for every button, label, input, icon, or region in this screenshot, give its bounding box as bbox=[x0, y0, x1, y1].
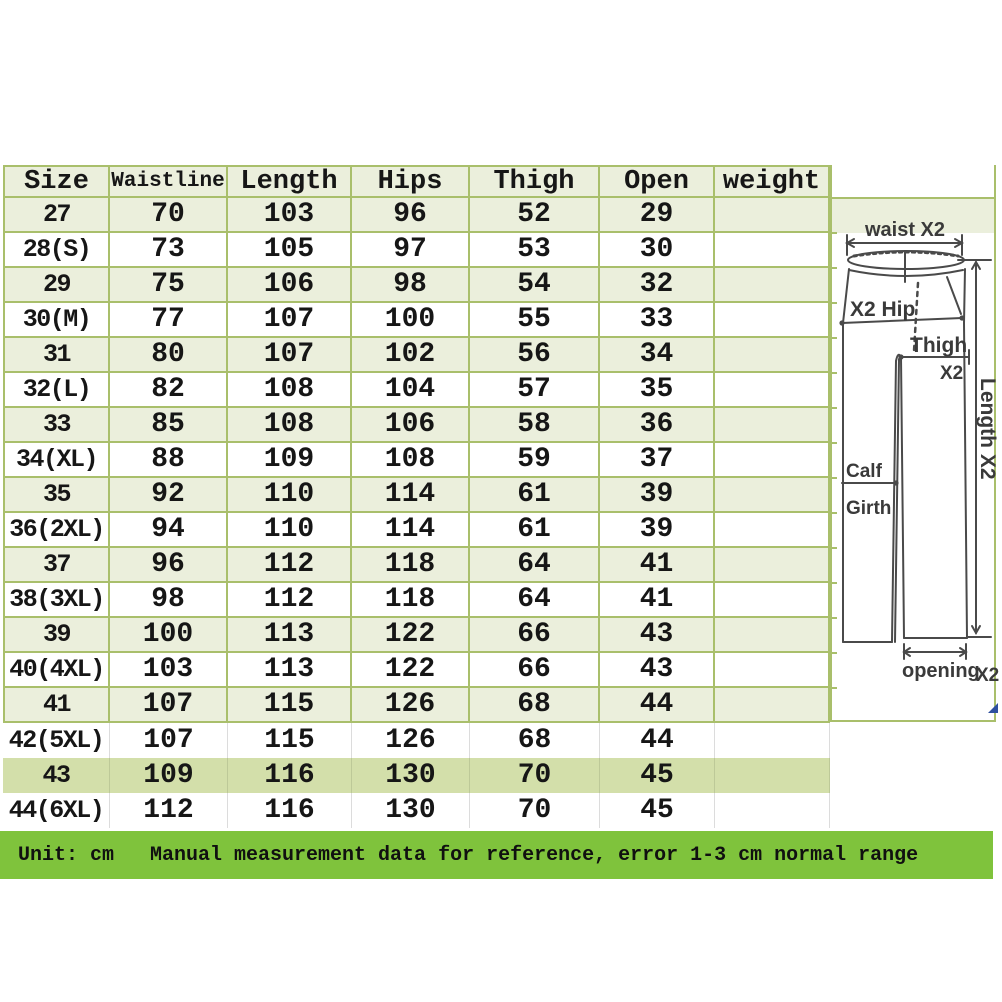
table-cell bbox=[715, 793, 830, 828]
table-cell: 30(M) bbox=[3, 303, 110, 338]
table-cell: 70 bbox=[470, 758, 600, 793]
table-cell: 70 bbox=[470, 793, 600, 828]
table-cell: 82 bbox=[110, 373, 228, 408]
table-cell: 96 bbox=[352, 198, 470, 233]
table-cell: 112 bbox=[228, 583, 352, 618]
col-header-open: Open bbox=[600, 165, 715, 198]
table-cell: 92 bbox=[110, 478, 228, 513]
table-cell: 126 bbox=[352, 688, 470, 723]
table-cell: 116 bbox=[228, 758, 352, 793]
table-cell: 43 bbox=[600, 653, 715, 688]
table-cell bbox=[715, 758, 830, 793]
table-cell: 32(L) bbox=[3, 373, 110, 408]
table-cell bbox=[715, 478, 830, 513]
table-cell: 107 bbox=[110, 688, 228, 723]
table-cell: 66 bbox=[470, 618, 600, 653]
cell-handle-icon bbox=[988, 703, 998, 713]
table-cell bbox=[715, 583, 830, 618]
table-cell: 57 bbox=[470, 373, 600, 408]
table-cell: 100 bbox=[110, 618, 228, 653]
table-cell: 103 bbox=[228, 198, 352, 233]
table-cell: 41 bbox=[600, 548, 715, 583]
table-cell: 68 bbox=[470, 723, 600, 758]
table-cell: 36(2XL) bbox=[3, 513, 110, 548]
table-cell: 39 bbox=[600, 478, 715, 513]
note-label: Manual measurement data for reference, error 1-3 cm normal range bbox=[150, 843, 919, 867]
table-cell: 35 bbox=[600, 373, 715, 408]
table-cell: 73 bbox=[110, 233, 228, 268]
table-cell: 88 bbox=[110, 443, 228, 478]
table-cell bbox=[715, 268, 830, 303]
waist-label: waist X2 bbox=[864, 219, 946, 241]
table-cell: 39 bbox=[600, 513, 715, 548]
table-cell bbox=[715, 653, 830, 688]
table-cell bbox=[715, 688, 830, 723]
table-cell: 122 bbox=[352, 618, 470, 653]
table-cell: 44 bbox=[600, 723, 715, 758]
table-cell: 64 bbox=[470, 583, 600, 618]
table-cell: 108 bbox=[352, 443, 470, 478]
table-cell: 42(5XL) bbox=[3, 723, 110, 758]
table-cell: 27 bbox=[3, 198, 110, 233]
opening-x2-label: X2 bbox=[976, 665, 1000, 686]
table-cell: 38(3XL) bbox=[3, 583, 110, 618]
table-cell: 41 bbox=[3, 688, 110, 723]
table-cell: 114 bbox=[352, 513, 470, 548]
table-cell: 37 bbox=[600, 443, 715, 478]
table-cell: 34 bbox=[600, 338, 715, 373]
footer-note-bar bbox=[0, 831, 993, 879]
unit-label: Unit: cm bbox=[18, 843, 115, 867]
table-cell: 107 bbox=[228, 303, 352, 338]
table-cell: 28(S) bbox=[3, 233, 110, 268]
table-cell: 113 bbox=[228, 618, 352, 653]
table-cell: 109 bbox=[228, 443, 352, 478]
table-cell bbox=[715, 233, 830, 268]
table-cell: 54 bbox=[470, 268, 600, 303]
table-cell: 85 bbox=[110, 408, 228, 443]
table-cell: 94 bbox=[110, 513, 228, 548]
length-label: Length X2 bbox=[976, 378, 999, 480]
table-cell: 77 bbox=[110, 303, 228, 338]
table-cell: 55 bbox=[470, 303, 600, 338]
table-cell: 118 bbox=[352, 583, 470, 618]
opening-label: opening bbox=[902, 660, 980, 682]
table-cell bbox=[715, 408, 830, 443]
calf-label: Calf bbox=[846, 461, 882, 482]
col-header-hips: Hips bbox=[352, 165, 470, 198]
table-cell bbox=[715, 513, 830, 548]
table-cell bbox=[715, 618, 830, 653]
table-cell bbox=[715, 338, 830, 373]
table-cell: 36 bbox=[600, 408, 715, 443]
table-cell: 35 bbox=[3, 478, 110, 513]
table-cell: 39 bbox=[3, 618, 110, 653]
table-cell: 75 bbox=[110, 268, 228, 303]
col-header-length: Length bbox=[228, 165, 352, 198]
table-cell: 130 bbox=[352, 758, 470, 793]
table-cell: 122 bbox=[352, 653, 470, 688]
table-cell: 97 bbox=[352, 233, 470, 268]
table-cell: 40(4XL) bbox=[3, 653, 110, 688]
table-cell: 110 bbox=[228, 513, 352, 548]
table-cell bbox=[715, 373, 830, 408]
table-cell: 61 bbox=[470, 478, 600, 513]
table-cell: 126 bbox=[352, 723, 470, 758]
table-cell: 106 bbox=[228, 268, 352, 303]
table-cell bbox=[715, 443, 830, 478]
table-cell: 33 bbox=[600, 303, 715, 338]
table-cell: 45 bbox=[600, 793, 715, 828]
table-cell: 96 bbox=[110, 548, 228, 583]
table-cell: 56 bbox=[470, 338, 600, 373]
table-cell: 98 bbox=[352, 268, 470, 303]
table-cell: 105 bbox=[228, 233, 352, 268]
pants-diagram-svg bbox=[830, 165, 1000, 723]
table-cell: 43 bbox=[600, 618, 715, 653]
table-cell: 112 bbox=[110, 793, 228, 828]
thigh-x2-label: X2 bbox=[940, 363, 964, 384]
table-cell: 98 bbox=[110, 583, 228, 618]
table-cell: 52 bbox=[470, 198, 600, 233]
table-cell: 107 bbox=[228, 338, 352, 373]
table-cell: 104 bbox=[352, 373, 470, 408]
table-cell: 43 bbox=[3, 758, 110, 793]
table-cell: 44(6XL) bbox=[3, 793, 110, 828]
table-cell: 115 bbox=[228, 688, 352, 723]
table-cell: 110 bbox=[228, 478, 352, 513]
col-header-weight: weight bbox=[715, 165, 830, 198]
table-cell: 59 bbox=[470, 443, 600, 478]
table-cell: 45 bbox=[600, 758, 715, 793]
table-cell: 130 bbox=[352, 793, 470, 828]
table-cell: 53 bbox=[470, 233, 600, 268]
table-cell: 114 bbox=[352, 478, 470, 513]
table-cell: 103 bbox=[110, 653, 228, 688]
table-cell: 34(XL) bbox=[3, 443, 110, 478]
table-cell: 106 bbox=[352, 408, 470, 443]
table-cell: 61 bbox=[470, 513, 600, 548]
col-header-waistline: Waistline bbox=[110, 165, 228, 198]
table-cell: 109 bbox=[110, 758, 228, 793]
table-cell: 115 bbox=[228, 723, 352, 758]
table-cell: 108 bbox=[228, 373, 352, 408]
table-cell bbox=[715, 548, 830, 583]
girth-label: Girth bbox=[846, 498, 892, 519]
table-cell: 80 bbox=[110, 338, 228, 373]
table-cell: 31 bbox=[3, 338, 110, 373]
table-cell: 44 bbox=[600, 688, 715, 723]
table-cell: 116 bbox=[228, 793, 352, 828]
col-header-size: Size bbox=[3, 165, 110, 198]
table-cell: 113 bbox=[228, 653, 352, 688]
table-cell: 58 bbox=[470, 408, 600, 443]
table-cell: 108 bbox=[228, 408, 352, 443]
table-cell: 29 bbox=[600, 198, 715, 233]
table-cell: 100 bbox=[352, 303, 470, 338]
table-cell: 68 bbox=[470, 688, 600, 723]
table-cell: 64 bbox=[470, 548, 600, 583]
table-cell: 33 bbox=[3, 408, 110, 443]
table-cell: 66 bbox=[470, 653, 600, 688]
table-cell: 41 bbox=[600, 583, 715, 618]
table-cell: 70 bbox=[110, 198, 228, 233]
thigh-label: Thigh bbox=[910, 334, 968, 357]
hip-label: X2 Hip bbox=[850, 298, 916, 321]
col-header-thigh: Thigh bbox=[470, 165, 600, 198]
table-cell bbox=[715, 198, 830, 233]
table-cell: 118 bbox=[352, 548, 470, 583]
table-cell: 30 bbox=[600, 233, 715, 268]
table-cell bbox=[715, 723, 830, 758]
table-cell: 102 bbox=[352, 338, 470, 373]
table-cell bbox=[715, 303, 830, 338]
pants-measurement-diagram bbox=[830, 165, 1000, 723]
table-cell: 32 bbox=[600, 268, 715, 303]
table-cell: 29 bbox=[3, 268, 110, 303]
table-cell: 37 bbox=[3, 548, 110, 583]
table-cell: 107 bbox=[110, 723, 228, 758]
table-cell: 112 bbox=[228, 548, 352, 583]
size-table bbox=[3, 165, 830, 828]
